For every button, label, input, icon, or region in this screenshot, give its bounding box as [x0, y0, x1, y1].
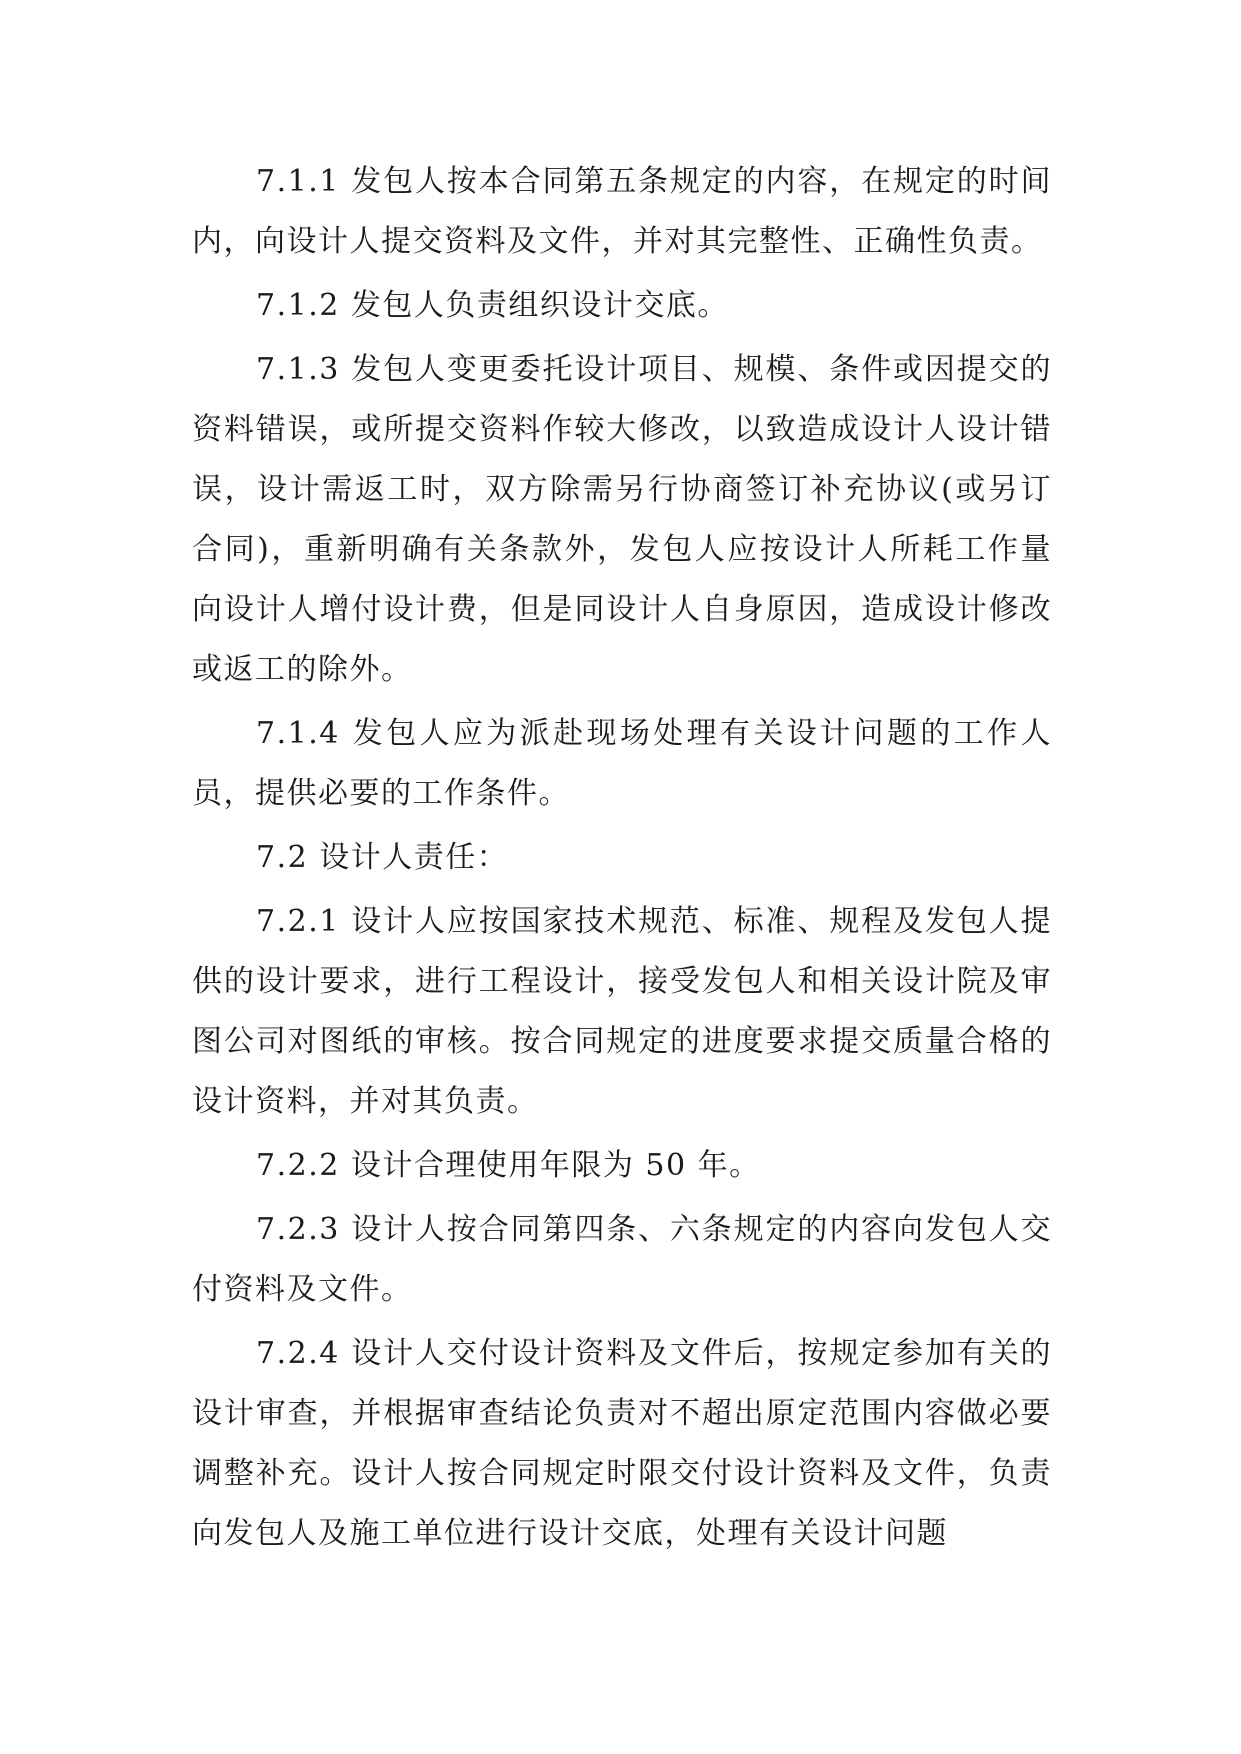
paragraph-7-2-2: 7.2.2 设计合理使用年限为 50 年。 — [256, 1148, 761, 1183]
paragraph-7-1-3: 7.1.3 发包人变更委托设计项目、规模、条件或因提交的资料错误，或所提交资料作较大修改，以致造成设计人设计错误，设计需返工时，双方除需另行协商签订补充协议(或另订合同)，重新明确有关条款外，发包人应按设计人所耗工作量向设计人增付设计费，但是同设计人自身原因，造成设计修改或返工的除外。 — [192, 352, 1052, 687]
paragraph-7-1-4: 7.1.4 发包人应为派赴现场处理有关设计问题的工作人员，提供必要的工作条件。 — [192, 716, 1052, 811]
paragraph-7-1-2: 7.1.2 发包人负责组织设计交底。 — [256, 288, 729, 323]
paragraph-7-1-1: 7.1.1 发包人按本合同第五条规定的内容，在规定的时间内，向设计人提交资料及文件，并对其完整性、正确性负责。 — [192, 164, 1052, 259]
paragraph-7-2-4: 7.2.4 设计人交付设计资料及文件后，按规定参加有关的设计审查，并根据审查结论负责对不超出原定范围内容做必要调整补充。设计人按合同规定时限交付设计资料及文件，负责向发包人及施工单位进行设计交底，处理有关设计问题 — [192, 1336, 1052, 1551]
document-body — [192, 152, 1052, 1568]
paragraph-7-2-1: 7.2.1 设计人应按国家技术规范、标准、规程及发包人提供的设计要求，进行工程设计，接受发包人和相关设计院及审图公司对图纸的审核。按合同规定的进度要求提交质量合格的设计资料，并对其负责。 — [192, 904, 1052, 1119]
paragraph-7-2-3: 7.2.3 设计人按合同第四条、六条规定的内容向发包人交付资料及文件。 — [192, 1212, 1052, 1307]
paragraph-7-2: 7.2 设计人责任： — [256, 840, 509, 875]
